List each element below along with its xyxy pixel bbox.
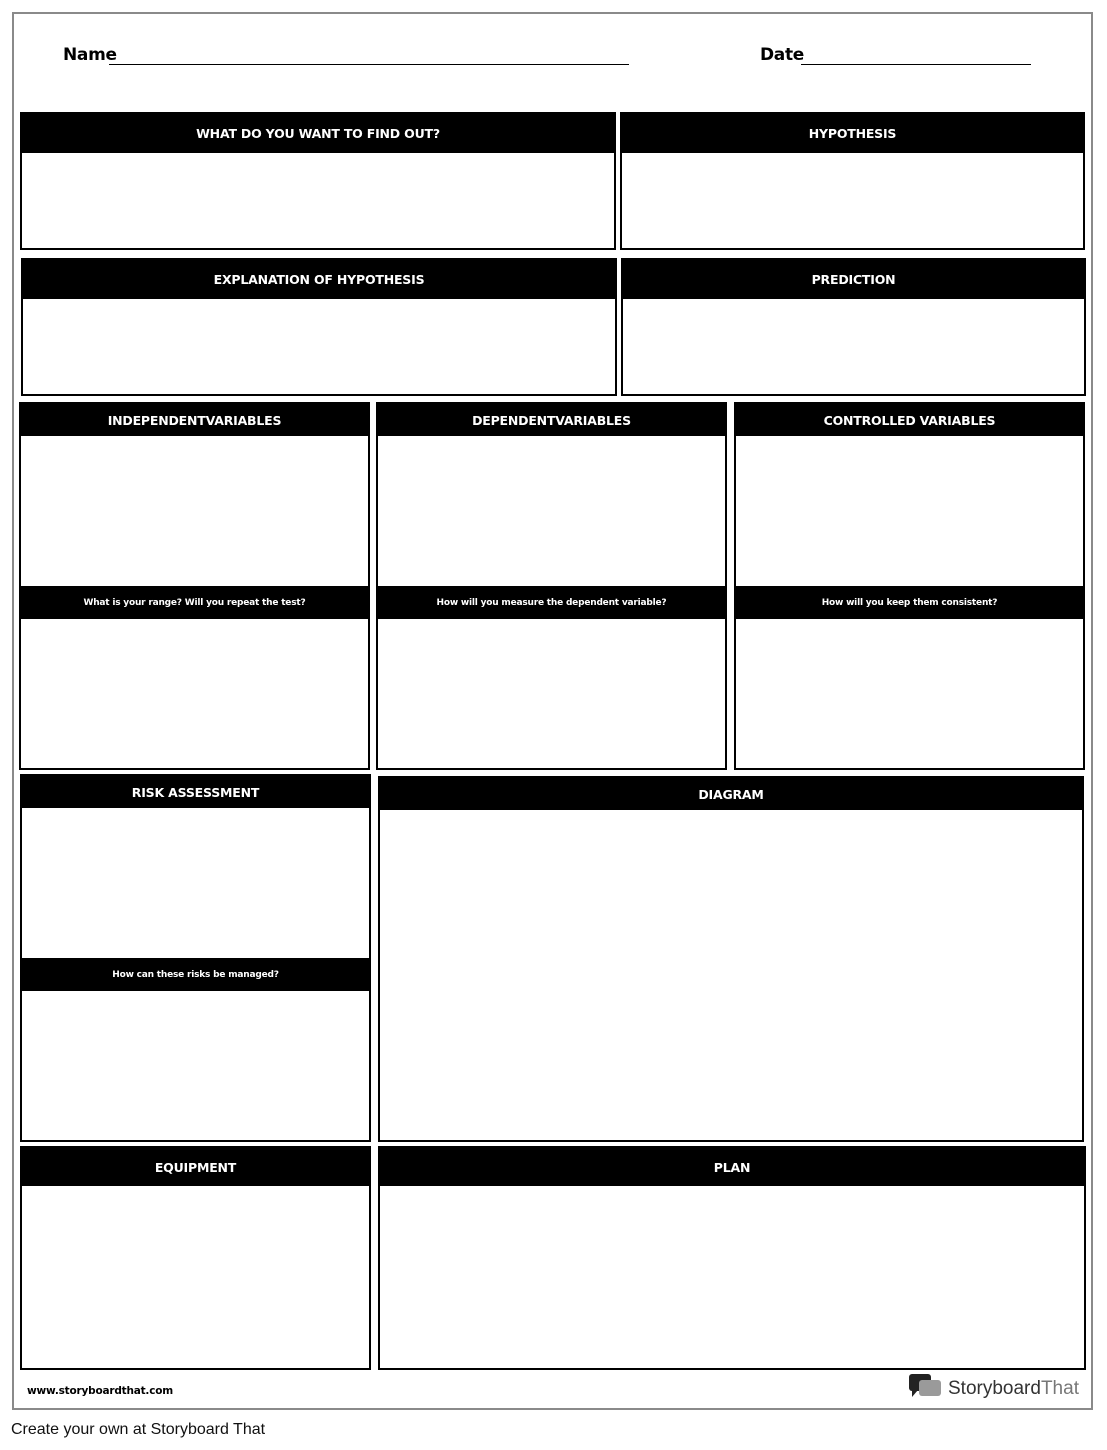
risk-assessment-prompt: How can these risks be managed? [22,958,369,991]
diagram-heading: DIAGRAM [380,778,1082,810]
dependent-variables-prompt: How will you measure the dependent variable? [378,586,725,619]
name-field[interactable] [109,64,629,65]
controlled-variables-box[interactable] [734,402,1085,770]
risk-assessment-box[interactable] [20,774,371,1142]
controlled-variables-heading: CONTROLLED VARIABLES [736,404,1083,436]
date-label: Date [760,45,805,65]
name-label: Name [63,45,117,65]
dependent-variables-box[interactable] [376,402,727,770]
equipment-heading: EQUIPMENT [22,1148,369,1186]
footer-url[interactable]: www.storyboardthat.com [27,1385,173,1397]
risk-assessment-heading: RISK ASSESSMENT [22,776,369,808]
explanation-heading: EXPLANATION OF HYPOTHESIS [23,260,615,299]
equipment-box[interactable] [20,1146,371,1370]
diagram-box[interactable] [378,776,1084,1142]
plan-heading: PLAN [380,1148,1084,1186]
brand-name [948,1378,1079,1400]
create-your-own-caption[interactable]: Create your own at Storyboard That [11,1421,266,1438]
dependent-variables-heading: DEPENDENTVARIABLES [378,404,725,436]
speech-bubbles-icon [908,1373,942,1404]
prediction-box[interactable] [621,258,1086,396]
prediction-heading: PREDICTION [623,260,1084,299]
brand-name-light: That [1040,1377,1079,1399]
explanation-box[interactable] [21,258,617,396]
controlled-variables-prompt: How will you keep them consistent? [736,586,1083,619]
independent-variables-heading: INDEPENDENTVARIABLES [21,404,368,436]
hypothesis-box[interactable] [620,112,1085,250]
hypothesis-heading: HYPOTHESIS [622,114,1083,153]
find-out-box[interactable] [20,112,616,250]
independent-variables-prompt: What is your range? Will you repeat the test? [21,586,368,619]
plan-box[interactable] [378,1146,1086,1370]
date-field[interactable] [801,64,1031,65]
independent-variables-box[interactable] [19,402,370,770]
find-out-heading: WHAT DO YOU WANT TO FIND OUT? [22,114,614,153]
brand-name-bold: Storyboard [948,1377,1041,1399]
storyboardthat-logo[interactable] [908,1373,1079,1404]
